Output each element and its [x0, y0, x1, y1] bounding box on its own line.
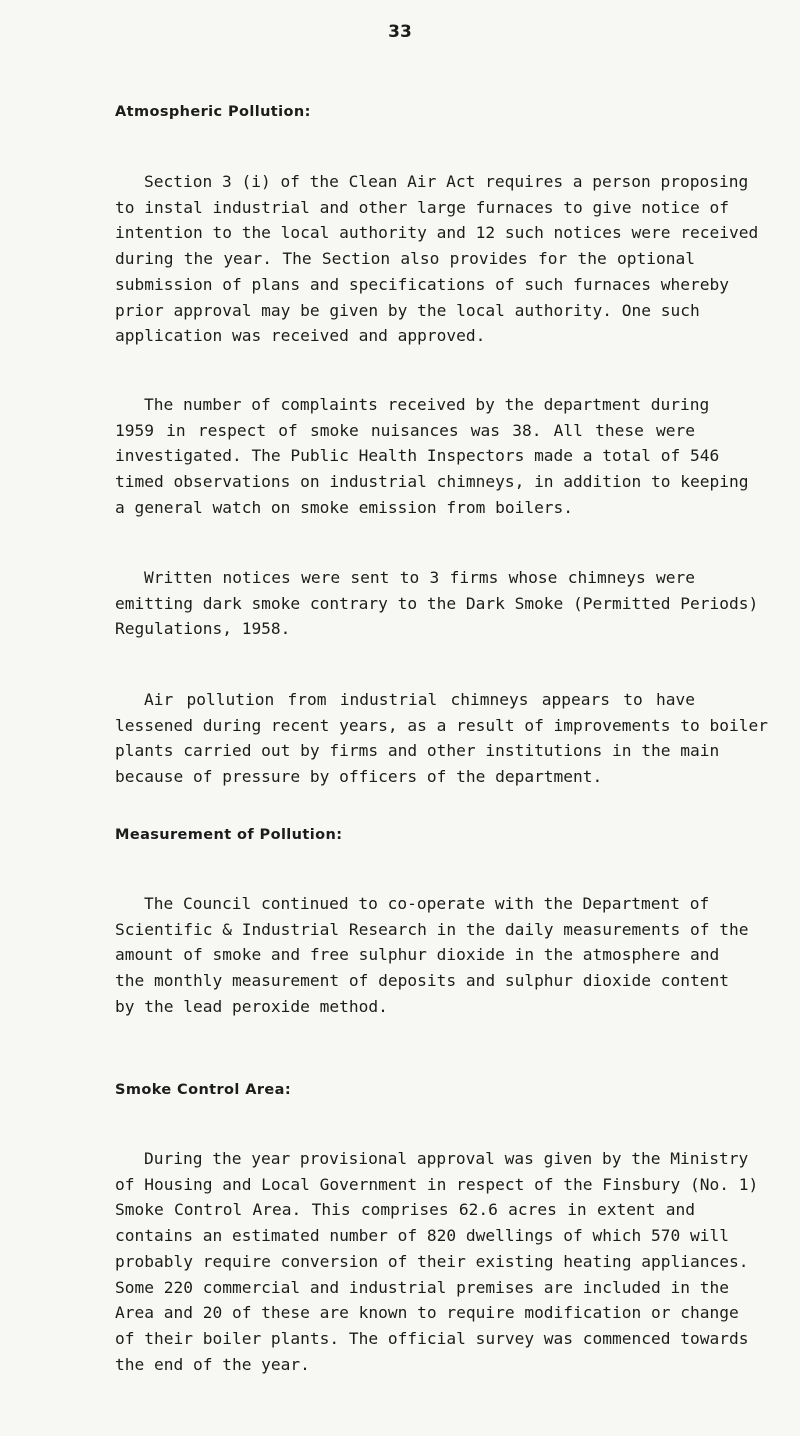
paragraph-line: Written notices were sent to 3 firms whose chimneys were — [144, 568, 695, 587]
paragraph-complaints — [115, 392, 749, 521]
paragraph-line: a general watch on smoke emission from boilers. — [115, 497, 574, 517]
paragraph-line: emitting dark smoke contrary to the Dark Smoke (Permitted Periods) — [115, 593, 759, 613]
paragraph-line: During the year provisional approval was given by the Ministry — [144, 1149, 749, 1168]
paragraph-line: probably require conversion of their existing heating appliances. — [115, 1251, 749, 1271]
paragraph-line: Regulations, 1958. — [115, 619, 291, 639]
paragraph-line: the monthly measurement of deposits and sulphur dioxide content — [115, 971, 729, 991]
paragraph-line: investigated. The Public Health Inspectors made a total of 546 — [115, 446, 720, 466]
paragraph-written-notices — [115, 565, 759, 642]
paragraph-line: contains an estimated number of 820 dwellings of which 570 will — [115, 1226, 729, 1246]
paragraph-line: The number of complaints received by the department during — [144, 395, 710, 414]
page-number: 33 — [388, 22, 412, 42]
paragraph-line: the end of the year. — [115, 1354, 310, 1374]
paragraph-line: to instal industrial and other large furnaces to give notice of — [115, 197, 729, 217]
section-heading-smoke-control-area: Smoke Control Area: — [115, 1082, 292, 1098]
paragraph-smoke-control-area — [115, 1146, 759, 1377]
paragraph-line: 1959 in respect of smoke nuisances was 38. All these were — [115, 420, 695, 440]
paragraph-line: of their boiler plants. The official survey was commenced towards — [115, 1328, 749, 1348]
paragraph-line: Some 220 commercial and industrial premises are included in the — [115, 1277, 729, 1297]
paragraph-line: timed observations on industrial chimneys, in addition to keeping — [115, 472, 749, 492]
paragraph-line: Scientific & Industrial Research in the daily measurements of the — [115, 919, 749, 939]
section-heading-atmospheric-pollution: Atmospheric Pollution: — [115, 104, 311, 120]
section-heading-measurement-of-pollution: Measurement of Pollution: — [115, 827, 343, 843]
paragraph-line: Air pollution from industrial chimneys appears to have — [144, 690, 695, 709]
paragraph-line: of Housing and Local Government in respect of the Finsbury (No. 1) — [115, 1174, 759, 1194]
paragraph-line: by the lead peroxide method. — [115, 996, 388, 1016]
paragraph-line: during the year. The Section also provides for the optional — [115, 249, 695, 269]
paragraph-council-measurements — [115, 891, 749, 1020]
paragraph-air-pollution — [115, 687, 768, 790]
paragraph-line: Area and 20 of these are known to require modification or change — [115, 1303, 739, 1323]
paragraph-line: lessened during recent years, as a result of improvements to boiler — [115, 715, 768, 735]
paragraph-line: amount of smoke and free sulphur dioxide in the atmosphere and — [115, 945, 720, 965]
paragraph-line: submission of plans and specifications of such furnaces whereby — [115, 274, 729, 294]
paragraph-line: The Council continued to co-operate with the Department of — [144, 894, 710, 913]
paragraph-line: plants carried out by firms and other institutions in the main — [115, 741, 720, 761]
paragraph-line: prior approval may be given by the local authority. One such — [115, 300, 700, 320]
paragraph-line: application was received and approved. — [115, 326, 486, 346]
paragraph-line: Section 3 (i) of the Clean Air Act requires a person proposing — [144, 172, 749, 191]
paragraph-line: Smoke Control Area. This comprises 62.6 acres in extent and — [115, 1200, 695, 1220]
paragraph-line: intention to the local authority and 12 such notices were received — [115, 223, 759, 243]
paragraph-clean-air-act — [115, 169, 759, 349]
paragraph-line: because of pressure by officers of the department. — [115, 767, 603, 787]
